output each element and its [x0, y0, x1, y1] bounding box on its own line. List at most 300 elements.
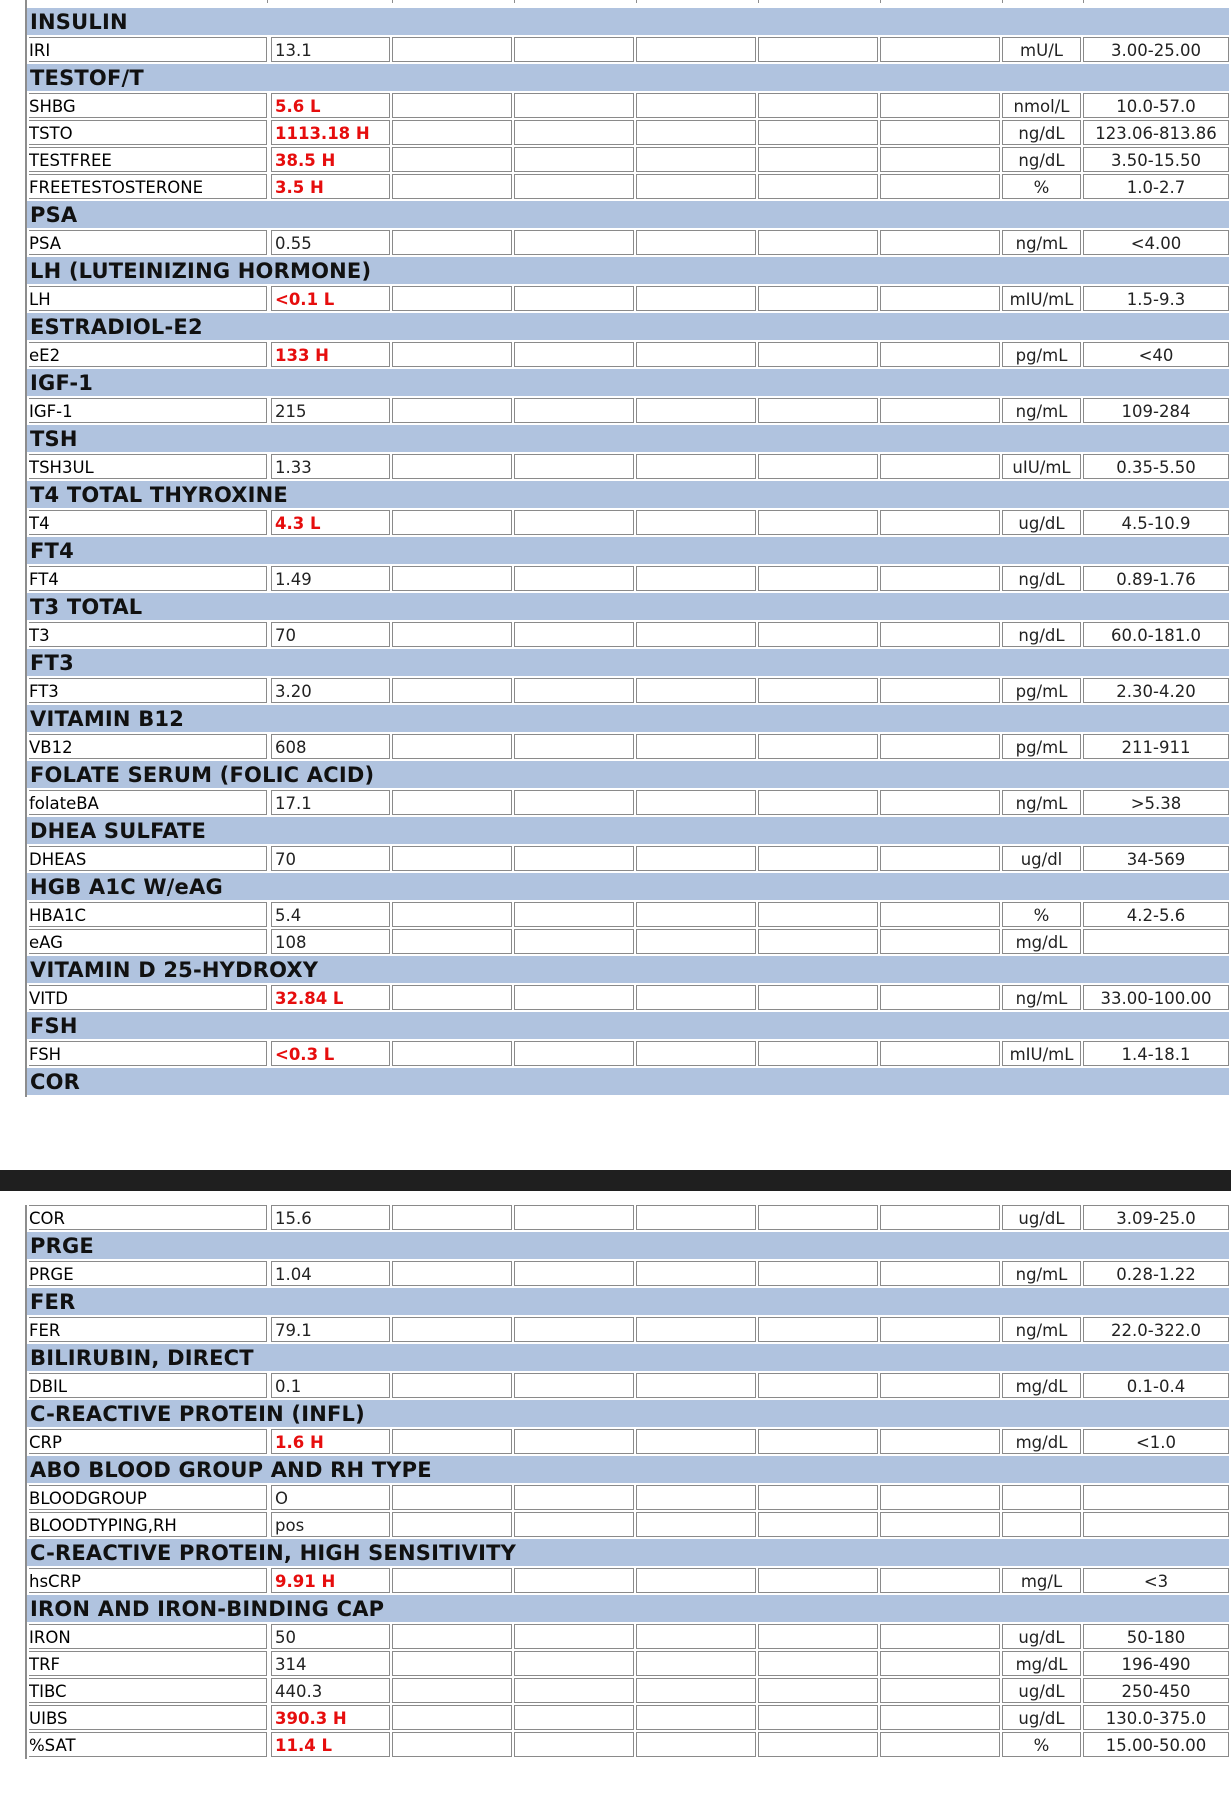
test-name: TESTFREE: [29, 147, 267, 172]
reference-range: 2.30-4.20: [1083, 678, 1229, 703]
empty-cell: [392, 929, 512, 954]
reference-range: 50-180: [1083, 1624, 1229, 1649]
empty-cell: [636, 37, 756, 62]
reference-range: 1.0-2.7: [1083, 174, 1229, 199]
result-value: 1113.18 H: [271, 120, 390, 145]
result-value: pos: [271, 1512, 390, 1537]
section-title: TESTOF/T: [30, 66, 144, 90]
result-value: <0.1 L: [271, 286, 390, 311]
empty-cell: [880, 37, 1000, 62]
empty-cell: [392, 902, 512, 927]
result-row-fer: [27, 1317, 1229, 1344]
units: ng/mL: [1002, 790, 1081, 815]
empty-cell: [514, 454, 634, 479]
empty-cell: [514, 566, 634, 591]
lab-results-panel-top: [25, 0, 1229, 1097]
empty-cell: [758, 1568, 878, 1593]
section-title: INSULIN: [30, 10, 128, 34]
empty-cell: [758, 398, 878, 423]
empty-cell: [514, 1568, 634, 1593]
empty-cell: [880, 985, 1000, 1010]
empty-cell: [758, 790, 878, 815]
empty-cell: [758, 1678, 878, 1703]
empty-cell: [880, 1485, 1000, 1510]
empty-cell: [636, 1705, 756, 1730]
empty-cell: [880, 790, 1000, 815]
units: ng/dL: [1002, 120, 1081, 145]
empty-cell: [514, 174, 634, 199]
test-name: DBIL: [29, 1373, 267, 1398]
section-title: ESTRADIOL-E2: [30, 315, 203, 339]
result-value: 17.1: [271, 790, 390, 815]
empty-cell: [514, 1651, 634, 1676]
units: pg/mL: [1002, 734, 1081, 759]
test-name: CRP: [29, 1429, 267, 1454]
empty-cell: [392, 147, 512, 172]
test-name: BLOODGROUP: [29, 1485, 267, 1510]
empty-cell: [758, 1512, 878, 1537]
empty-cell: [758, 1732, 878, 1757]
empty-cell: [636, 1373, 756, 1398]
test-name: TRF: [29, 1651, 267, 1676]
units: mU/L: [1002, 37, 1081, 62]
result-value: 215: [271, 398, 390, 423]
empty-cell: [392, 1732, 512, 1757]
units: ng/mL: [1002, 230, 1081, 255]
empty-cell: [880, 120, 1000, 145]
units: mIU/mL: [1002, 286, 1081, 311]
reference-range: 34-569: [1083, 846, 1229, 871]
result-row-freetestosterone: [27, 174, 1229, 201]
empty-cell: [758, 286, 878, 311]
result-row-fsh: [27, 1041, 1229, 1068]
empty-cell: [514, 342, 634, 367]
empty-cell: [636, 398, 756, 423]
reference-range: 3.00-25.00: [1083, 37, 1229, 62]
result-row-ee2: [27, 342, 1229, 369]
reference-range: [1083, 1485, 1229, 1510]
empty-cell: [392, 37, 512, 62]
units: ng/mL: [1002, 1261, 1081, 1286]
result-row-igf-1: [27, 398, 1229, 425]
section-header-c-reactive-protein-high-sensitivity: [27, 1539, 1229, 1566]
empty-cell: [514, 1512, 634, 1537]
units: ng/mL: [1002, 398, 1081, 423]
test-name: eAG: [29, 929, 267, 954]
empty-cell: [636, 1624, 756, 1649]
units: pg/mL: [1002, 342, 1081, 367]
empty-cell: [514, 929, 634, 954]
empty-cell: [758, 230, 878, 255]
empty-cell: [758, 1205, 878, 1230]
section-header-t4-total-thyroxine: [27, 481, 1229, 508]
empty-cell: [758, 37, 878, 62]
empty-cell: [636, 846, 756, 871]
test-name: folateBA: [29, 790, 267, 815]
result-value: 13.1: [271, 37, 390, 62]
test-name: FT3: [29, 678, 267, 703]
result-row-eag: [27, 929, 1229, 956]
empty-cell: [758, 1624, 878, 1649]
empty-cell: [514, 1205, 634, 1230]
empty-cell: [880, 1317, 1000, 1342]
empty-cell: [636, 678, 756, 703]
empty-cell: [514, 398, 634, 423]
section-header-dhea-sulfate: [27, 817, 1229, 844]
empty-cell: [636, 93, 756, 118]
result-value: 1.04: [271, 1261, 390, 1286]
result-value: 314: [271, 1651, 390, 1676]
empty-cell: [636, 230, 756, 255]
section-title: C-REACTIVE PROTEIN, HIGH SENSITIVITY: [30, 1541, 517, 1565]
reference-range: 0.35-5.50: [1083, 454, 1229, 479]
empty-cell: [636, 1651, 756, 1676]
units: ng/dL: [1002, 147, 1081, 172]
empty-cell: [758, 1485, 878, 1510]
test-name: PSA: [29, 230, 267, 255]
empty-cell: [880, 734, 1000, 759]
units: ug/dL: [1002, 1678, 1081, 1703]
empty-cell: [880, 147, 1000, 172]
reference-range: 3.09-25.0: [1083, 1205, 1229, 1230]
test-name: T4: [29, 510, 267, 535]
reference-range: 0.89-1.76: [1083, 566, 1229, 591]
section-title: DHEA SULFATE: [30, 819, 207, 843]
empty-cell: [514, 1261, 634, 1286]
result-row-shbg: [27, 93, 1229, 120]
units: mg/dL: [1002, 1651, 1081, 1676]
units: ug/dL: [1002, 1705, 1081, 1730]
empty-cell: [880, 622, 1000, 647]
result-value: 1.6 H: [271, 1429, 390, 1454]
section-title: FSH: [30, 1014, 78, 1038]
reference-range: 196-490: [1083, 1651, 1229, 1676]
empty-cell: [758, 1261, 878, 1286]
result-row-tibc: [27, 1678, 1229, 1705]
lab-results-panel-bottom: [25, 1205, 1229, 1759]
units: ug/dL: [1002, 1205, 1081, 1230]
empty-cell: [514, 902, 634, 927]
empty-cell: [880, 1651, 1000, 1676]
result-row-hba1c: [27, 902, 1229, 929]
empty-cell: [392, 454, 512, 479]
empty-cell: [758, 734, 878, 759]
result-row-hscrp: [27, 1568, 1229, 1595]
cropped-row-remnant: [27, 0, 1229, 8]
reference-range: 250-450: [1083, 1678, 1229, 1703]
empty-cell: [758, 902, 878, 927]
section-title: FOLATE SERUM (FOLIC ACID): [30, 763, 375, 787]
reference-range: 0.28-1.22: [1083, 1261, 1229, 1286]
test-name: %SAT: [29, 1732, 267, 1757]
section-title: IRON AND IRON-BINDING CAP: [30, 1597, 385, 1621]
empty-cell: [758, 985, 878, 1010]
empty-cell: [636, 1205, 756, 1230]
test-name: SHBG: [29, 93, 267, 118]
empty-cell: [758, 1651, 878, 1676]
empty-cell: [636, 286, 756, 311]
reference-range: 4.5-10.9: [1083, 510, 1229, 535]
section-header-ft3: [27, 649, 1229, 676]
empty-cell: [392, 93, 512, 118]
section-header-lh-luteinizing-hormone: [27, 257, 1229, 284]
reference-range: 130.0-375.0: [1083, 1705, 1229, 1730]
empty-cell: [636, 790, 756, 815]
empty-cell: [758, 93, 878, 118]
test-name: FREETESTOSTERONE: [29, 174, 267, 199]
empty-cell: [880, 1705, 1000, 1730]
section-title: FT3: [30, 651, 74, 675]
empty-cell: [636, 1041, 756, 1066]
section-header-psa: [27, 201, 1229, 228]
section-header-vitamin-b12: [27, 705, 1229, 732]
section-title: IGF-1: [30, 371, 94, 395]
empty-cell: [392, 230, 512, 255]
result-row-dheas: [27, 846, 1229, 873]
reference-range: 60.0-181.0: [1083, 622, 1229, 647]
units: mg/dL: [1002, 1429, 1081, 1454]
reference-range: [1083, 1512, 1229, 1537]
section-header-bilirubin-direct: [27, 1344, 1229, 1371]
empty-cell: [392, 566, 512, 591]
test-name: FSH: [29, 1041, 267, 1066]
empty-cell: [758, 510, 878, 535]
result-row-sat: [27, 1732, 1229, 1759]
test-name: DHEAS: [29, 846, 267, 871]
empty-cell: [636, 510, 756, 535]
empty-cell: [392, 1651, 512, 1676]
test-name: VB12: [29, 734, 267, 759]
empty-cell: [514, 1705, 634, 1730]
empty-cell: [514, 734, 634, 759]
empty-cell: [880, 678, 1000, 703]
result-row-bloodtyping-rh: [27, 1512, 1229, 1539]
section-header-folate-serum-folic-acid: [27, 761, 1229, 788]
section-title: ABO BLOOD GROUP AND RH TYPE: [30, 1458, 432, 1482]
empty-cell: [880, 1373, 1000, 1398]
result-row-t3: [27, 622, 1229, 649]
empty-cell: [514, 1317, 634, 1342]
empty-cell: [636, 1678, 756, 1703]
empty-cell: [514, 286, 634, 311]
empty-cell: [880, 398, 1000, 423]
section-title: BILIRUBIN, DIRECT: [30, 1346, 254, 1370]
empty-cell: [514, 1373, 634, 1398]
empty-cell: [392, 1261, 512, 1286]
result-row-tsto: [27, 120, 1229, 147]
empty-cell: [636, 342, 756, 367]
section-header-tsh: [27, 425, 1229, 452]
empty-cell: [880, 1568, 1000, 1593]
result-row-iron: [27, 1624, 1229, 1651]
empty-cell: [392, 1205, 512, 1230]
empty-cell: [392, 1317, 512, 1342]
empty-cell: [636, 1568, 756, 1593]
empty-cell: [392, 846, 512, 871]
result-value: <0.3 L: [271, 1041, 390, 1066]
empty-cell: [636, 566, 756, 591]
reference-range: 1.5-9.3: [1083, 286, 1229, 311]
empty-cell: [392, 1705, 512, 1730]
reference-range: >5.38: [1083, 790, 1229, 815]
empty-cell: [636, 1512, 756, 1537]
section-title: TSH: [30, 427, 78, 451]
empty-cell: [392, 120, 512, 145]
empty-cell: [636, 734, 756, 759]
empty-cell: [514, 1485, 634, 1510]
result-value: 0.55: [271, 230, 390, 255]
units: mIU/mL: [1002, 1041, 1081, 1066]
result-value: 79.1: [271, 1317, 390, 1342]
section-header-vitamin-d-25-hydroxy: [27, 956, 1229, 983]
empty-cell: [636, 120, 756, 145]
units: %: [1002, 174, 1081, 199]
empty-cell: [636, 902, 756, 927]
test-name: PRGE: [29, 1261, 267, 1286]
empty-cell: [636, 1732, 756, 1757]
empty-cell: [880, 342, 1000, 367]
empty-cell: [392, 342, 512, 367]
empty-cell: [880, 1732, 1000, 1757]
result-row-testfree: [27, 147, 1229, 174]
result-row-ft4: [27, 566, 1229, 593]
empty-cell: [636, 622, 756, 647]
result-value: 3.5 H: [271, 174, 390, 199]
units: ng/mL: [1002, 985, 1081, 1010]
empty-cell: [392, 1485, 512, 1510]
test-name: FER: [29, 1317, 267, 1342]
empty-cell: [514, 120, 634, 145]
empty-cell: [514, 846, 634, 871]
empty-cell: [880, 1678, 1000, 1703]
result-row-crp: [27, 1429, 1229, 1456]
empty-cell: [514, 93, 634, 118]
units: uIU/mL: [1002, 454, 1081, 479]
section-header-cor: [27, 1068, 1229, 1095]
reference-range: 10.0-57.0: [1083, 93, 1229, 118]
result-row-ft3: [27, 678, 1229, 705]
empty-cell: [636, 147, 756, 172]
units: ug/dL: [1002, 1624, 1081, 1649]
section-header-hgb-a1c-w-eag: [27, 873, 1229, 900]
section-header-fsh: [27, 1012, 1229, 1039]
result-value: 390.3 H: [271, 1705, 390, 1730]
empty-cell: [758, 147, 878, 172]
empty-cell: [392, 1624, 512, 1649]
section-title: COR: [30, 1070, 81, 1094]
result-value: 11.4 L: [271, 1732, 390, 1757]
units: nmol/L: [1002, 93, 1081, 118]
result-value: 4.3 L: [271, 510, 390, 535]
section-title: PRGE: [30, 1234, 94, 1258]
empty-cell: [636, 929, 756, 954]
test-name: IRON: [29, 1624, 267, 1649]
reference-range: 123.06-813.86: [1083, 120, 1229, 145]
test-name: IGF-1: [29, 398, 267, 423]
result-value: 70: [271, 846, 390, 871]
reference-range: 211-911: [1083, 734, 1229, 759]
section-title: LH (LUTEINIZING HORMONE): [30, 259, 372, 283]
test-name: COR: [29, 1205, 267, 1230]
result-value: 1.49: [271, 566, 390, 591]
empty-cell: [880, 1261, 1000, 1286]
reference-range: <3: [1083, 1568, 1229, 1593]
result-row-folateba: [27, 790, 1229, 817]
empty-cell: [514, 985, 634, 1010]
empty-cell: [636, 1317, 756, 1342]
section-header-prge: [27, 1232, 1229, 1259]
test-name: LH: [29, 286, 267, 311]
empty-cell: [880, 1512, 1000, 1537]
empty-cell: [392, 1678, 512, 1703]
section-header-estradiol-e2: [27, 313, 1229, 340]
section-title: PSA: [30, 203, 78, 227]
reference-range: 15.00-50.00: [1083, 1732, 1229, 1757]
test-name: IRI: [29, 37, 267, 62]
empty-cell: [636, 1429, 756, 1454]
result-value: 0.1: [271, 1373, 390, 1398]
empty-cell: [758, 622, 878, 647]
empty-cell: [636, 454, 756, 479]
result-row-cor: [27, 1205, 1229, 1232]
units: ng/dL: [1002, 566, 1081, 591]
section-title: FER: [30, 1290, 76, 1314]
empty-cell: [392, 678, 512, 703]
panel-divider: [0, 1170, 1231, 1191]
reference-range: 0.1-0.4: [1083, 1373, 1229, 1398]
units: ug/dl: [1002, 846, 1081, 871]
test-name: VITD: [29, 985, 267, 1010]
section-title: VITAMIN D 25-HYDROXY: [30, 958, 319, 982]
units: [1002, 1485, 1081, 1510]
reference-range: [1083, 929, 1229, 954]
empty-cell: [758, 1373, 878, 1398]
empty-cell: [880, 510, 1000, 535]
result-value: 15.6: [271, 1205, 390, 1230]
reference-range: 33.00-100.00: [1083, 985, 1229, 1010]
result-row-lh: [27, 286, 1229, 313]
units: pg/mL: [1002, 678, 1081, 703]
empty-cell: [636, 985, 756, 1010]
result-value: 9.91 H: [271, 1568, 390, 1593]
section-header-testof-t: [27, 64, 1229, 91]
empty-cell: [758, 454, 878, 479]
test-name: T3: [29, 622, 267, 647]
result-value: 32.84 L: [271, 985, 390, 1010]
empty-cell: [880, 1041, 1000, 1066]
result-value: 50: [271, 1624, 390, 1649]
result-row-tsh3ul: [27, 454, 1229, 481]
empty-cell: [758, 1705, 878, 1730]
section-header-igf-1: [27, 369, 1229, 396]
empty-cell: [880, 846, 1000, 871]
reference-range: 4.2-5.6: [1083, 902, 1229, 927]
result-value: 1.33: [271, 454, 390, 479]
section-header-abo-blood-group-and-rh-type: [27, 1456, 1229, 1483]
empty-cell: [758, 846, 878, 871]
empty-cell: [880, 566, 1000, 591]
reference-range: 1.4-18.1: [1083, 1041, 1229, 1066]
result-value: O: [271, 1485, 390, 1510]
section-title: T4 TOTAL THYROXINE: [30, 483, 288, 507]
section-header-t3-total: [27, 593, 1229, 620]
section-title: VITAMIN B12: [30, 707, 185, 731]
section-title: FT4: [30, 539, 74, 563]
result-value: 5.6 L: [271, 93, 390, 118]
empty-cell: [880, 1205, 1000, 1230]
reference-range: 109-284: [1083, 398, 1229, 423]
result-row-psa: [27, 230, 1229, 257]
